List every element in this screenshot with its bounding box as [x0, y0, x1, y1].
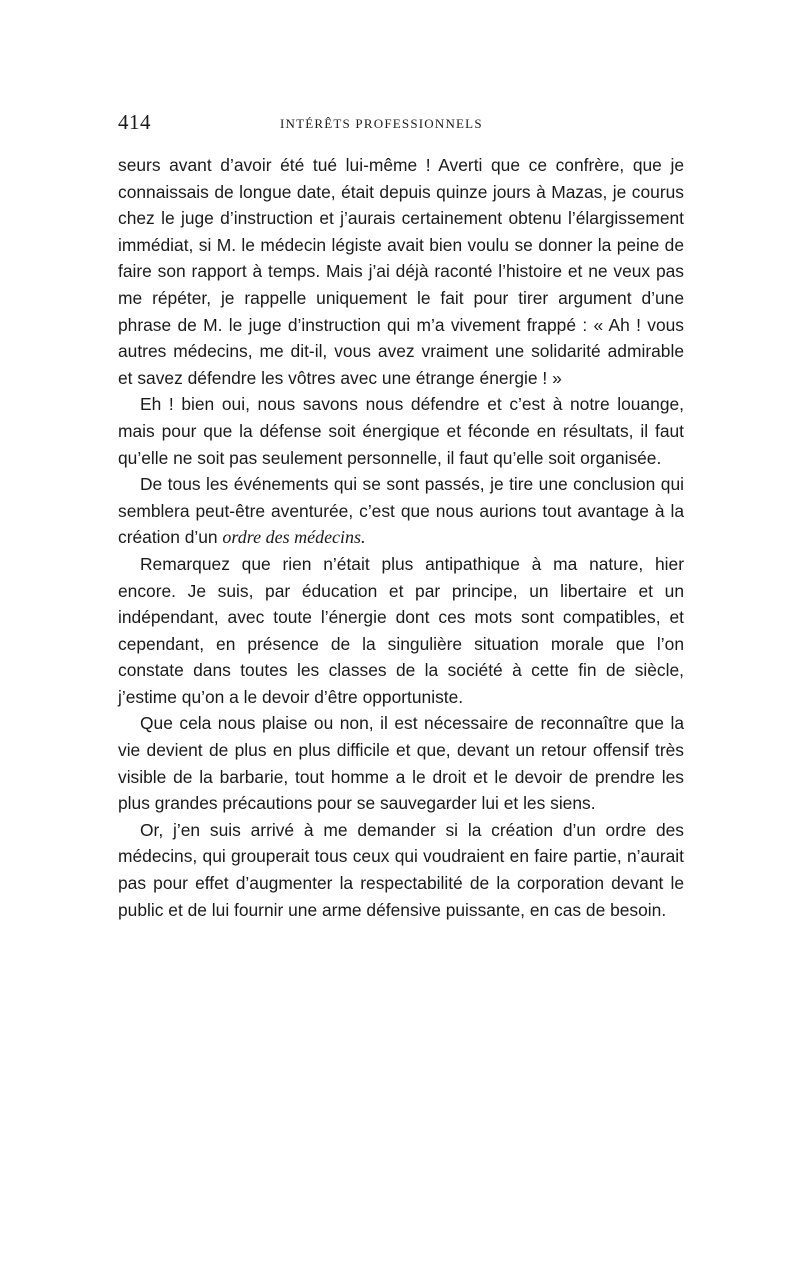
paragraph-3 — [118, 471, 684, 551]
running-head — [118, 110, 684, 140]
body-text — [118, 152, 684, 923]
paragraph-6: Or, j’en suis arrivé à me demander si la création d’un ordre des médecins, qui grouperait tous ceux qui voudraient en faire partie, n’aurait pas pour effet d’augmenter la respectabilité de la corporation devant le public et de lui fournir une arme défensive puissante, en cas de besoin. — [118, 819, 684, 920]
running-title: INTÉRÊTS PROFESSIONNELS — [280, 116, 483, 131]
book-page — [118, 110, 684, 923]
paragraph-4: Remarquez que rien n’était plus antipathique à ma nature, hier encore. Je suis, par éducation et par principe, un libertaire et un indépendant, avec toute l’énergie dont ces mots sont compatibles, et cependant, en présence de la singulière situation morale que l’on constate dans toutes les classes de la société à cette fin de siècle, j’estime qu’on a le devoir d’être opportuniste. — [118, 553, 684, 707]
paragraph-5: Que cela nous plaise ou non, il est nécessaire de reconnaître que la vie devient de plus en plus difficile et que, devant un retour offensif très visible de la barbarie, tout homme a le droit et le devoir de prendre les plus grandes précautions pour se sauvegarder lui et les siens. — [118, 713, 684, 814]
paragraph-3-emphasis: ordre des médecins. — [222, 527, 366, 548]
paragraph-3-text: De tous les événements qui se sont passés, je tire une conclusion qui semblera peut-être aventurée, c’est que nous aurions tout avantage à la création d’un — [118, 474, 684, 548]
page-number: 414 — [118, 110, 151, 134]
paragraph-2: Eh ! bien oui, nous savons nous défendre et c’est à notre louange, mais pour que la défense soit énergique et féconde en résultats, il faut qu’elle ne soit pas seulement personnelle, il faut qu’elle soit organisée. — [118, 394, 684, 468]
paragraph-1: seurs avant d’avoir été tué lui-même ! Averti que ce confrère, que je connaissais de longue date, était depuis quinze jours à Mazas, je courus chez le juge d’instruction et j’aurais certainement obtenu l’élargissement immédiat, si M. le médecin légiste avait bien voulu se donner la peine de faire son rapport à temps. Mais j’ai déjà raconté l’histoire et ne veux pas me répéter, je rappelle uniquement le fait pour tirer argument d’une phrase de M. le juge d’instruction qui m’a vivement frappé : « Ah ! vous autres médecins, me dit-il, vous avez vraiment une solidarité admirable et savez défendre les vôtres avec une étrange énergie ! » — [118, 155, 684, 388]
